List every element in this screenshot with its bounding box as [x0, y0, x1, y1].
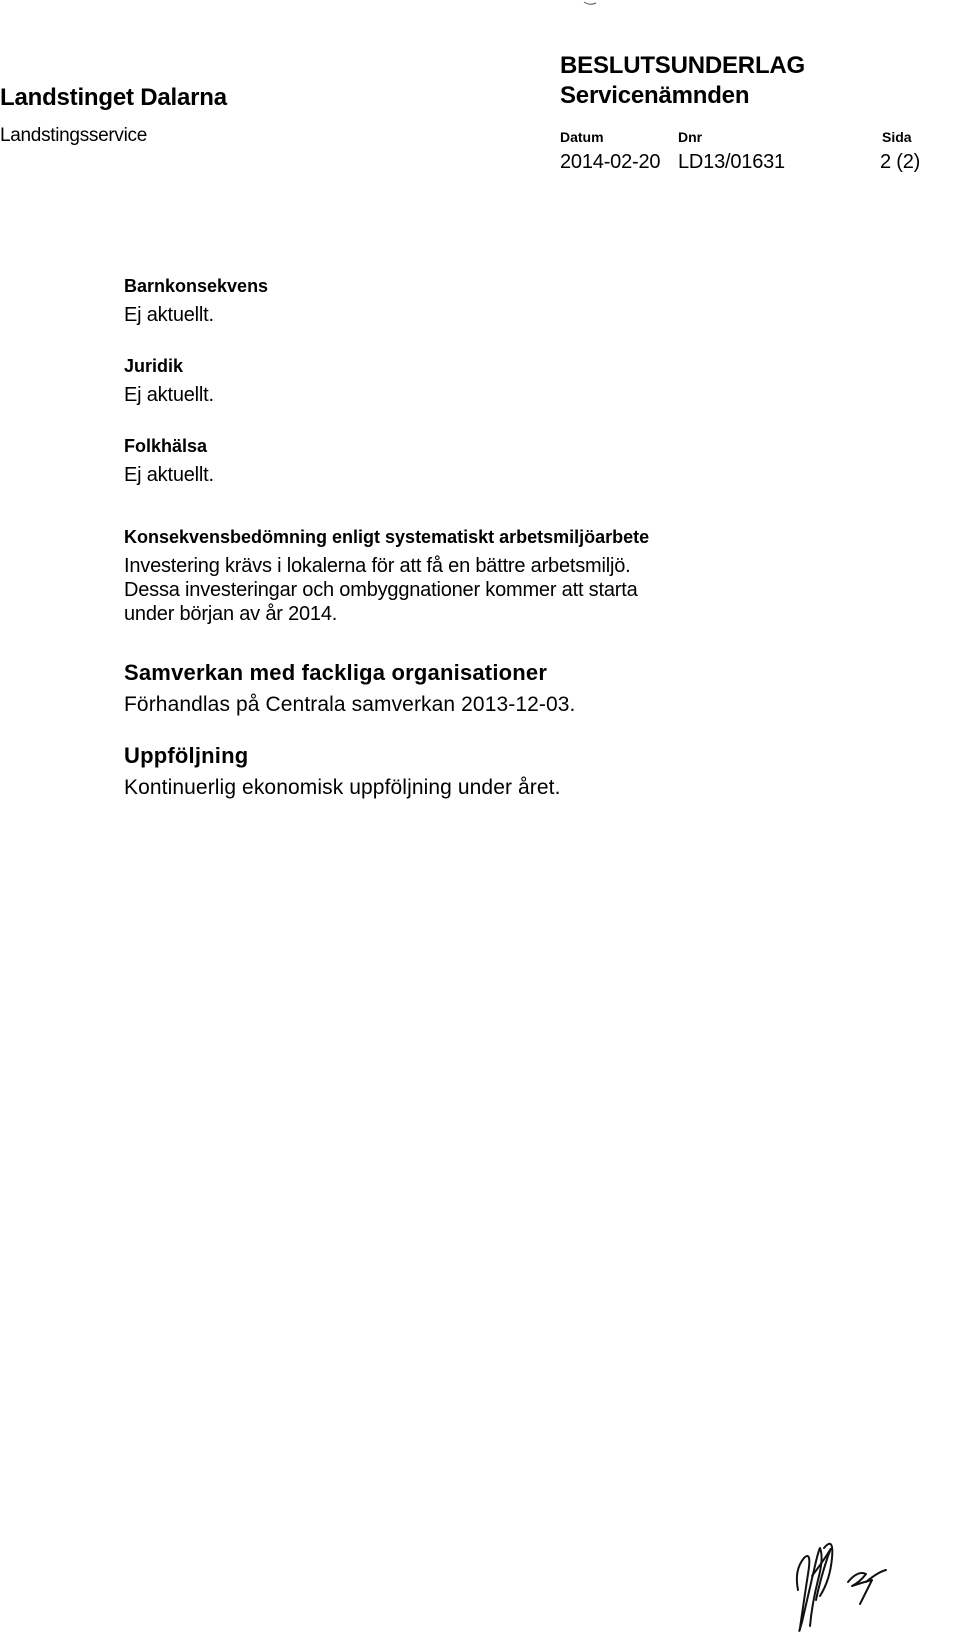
section-folkhalsa	[124, 435, 214, 487]
section-samverkan	[124, 660, 576, 717]
org-name: Landstinget Dalarna	[0, 84, 227, 111]
section-heading: Uppföljning	[124, 743, 249, 768]
section-heading: Juridik	[124, 356, 184, 376]
section-text-line: Dessa investeringar och ombyggnationer kommer att starta	[124, 579, 638, 601]
section-text: Ej aktuellt.	[124, 304, 214, 326]
page-number: 2 (2)	[880, 151, 921, 173]
section-text: Förhandlas på Centrala samverkan 2013-12-03.	[124, 693, 576, 716]
section-text-line: under början av år 2014.	[124, 603, 338, 625]
dnr-value: LD13/01631	[678, 151, 785, 173]
section-uppfoljning	[124, 743, 561, 800]
document-type: BESLUTSUNDERLAG	[560, 52, 806, 79]
org-unit: Landstingsservice	[0, 125, 147, 146]
page-label: Sida	[882, 129, 912, 145]
section-konsekvensbedomning	[124, 526, 924, 626]
section-heading: Samverkan med fackliga organisationer	[124, 660, 548, 685]
section-text-line: Investering krävs i lokalerna för att få en bättre arbetsmiljö.	[124, 555, 631, 577]
section-heading: Barnkonsekvens	[124, 276, 269, 296]
dnr-label: Dnr	[678, 129, 703, 145]
section-text: Kontinuerlig ekonomisk uppföljning under året.	[124, 776, 561, 799]
section-heading: Folkhälsa	[124, 436, 208, 456]
section-juridik	[124, 355, 214, 407]
date-value: 2014-02-20	[560, 151, 661, 173]
initials-signature	[790, 1530, 900, 1640]
section-text: Ej aktuellt.	[124, 464, 214, 486]
section-text: Ej aktuellt.	[124, 384, 214, 406]
scan-mark	[583, 0, 597, 6]
section-barnkonsekvens	[124, 275, 268, 327]
date-label: Datum	[560, 129, 604, 145]
board-name: Servicenämnden	[560, 82, 750, 109]
section-heading: Konsekvensbedömning enligt systematiskt arbetsmiljöarbete	[124, 527, 650, 547]
